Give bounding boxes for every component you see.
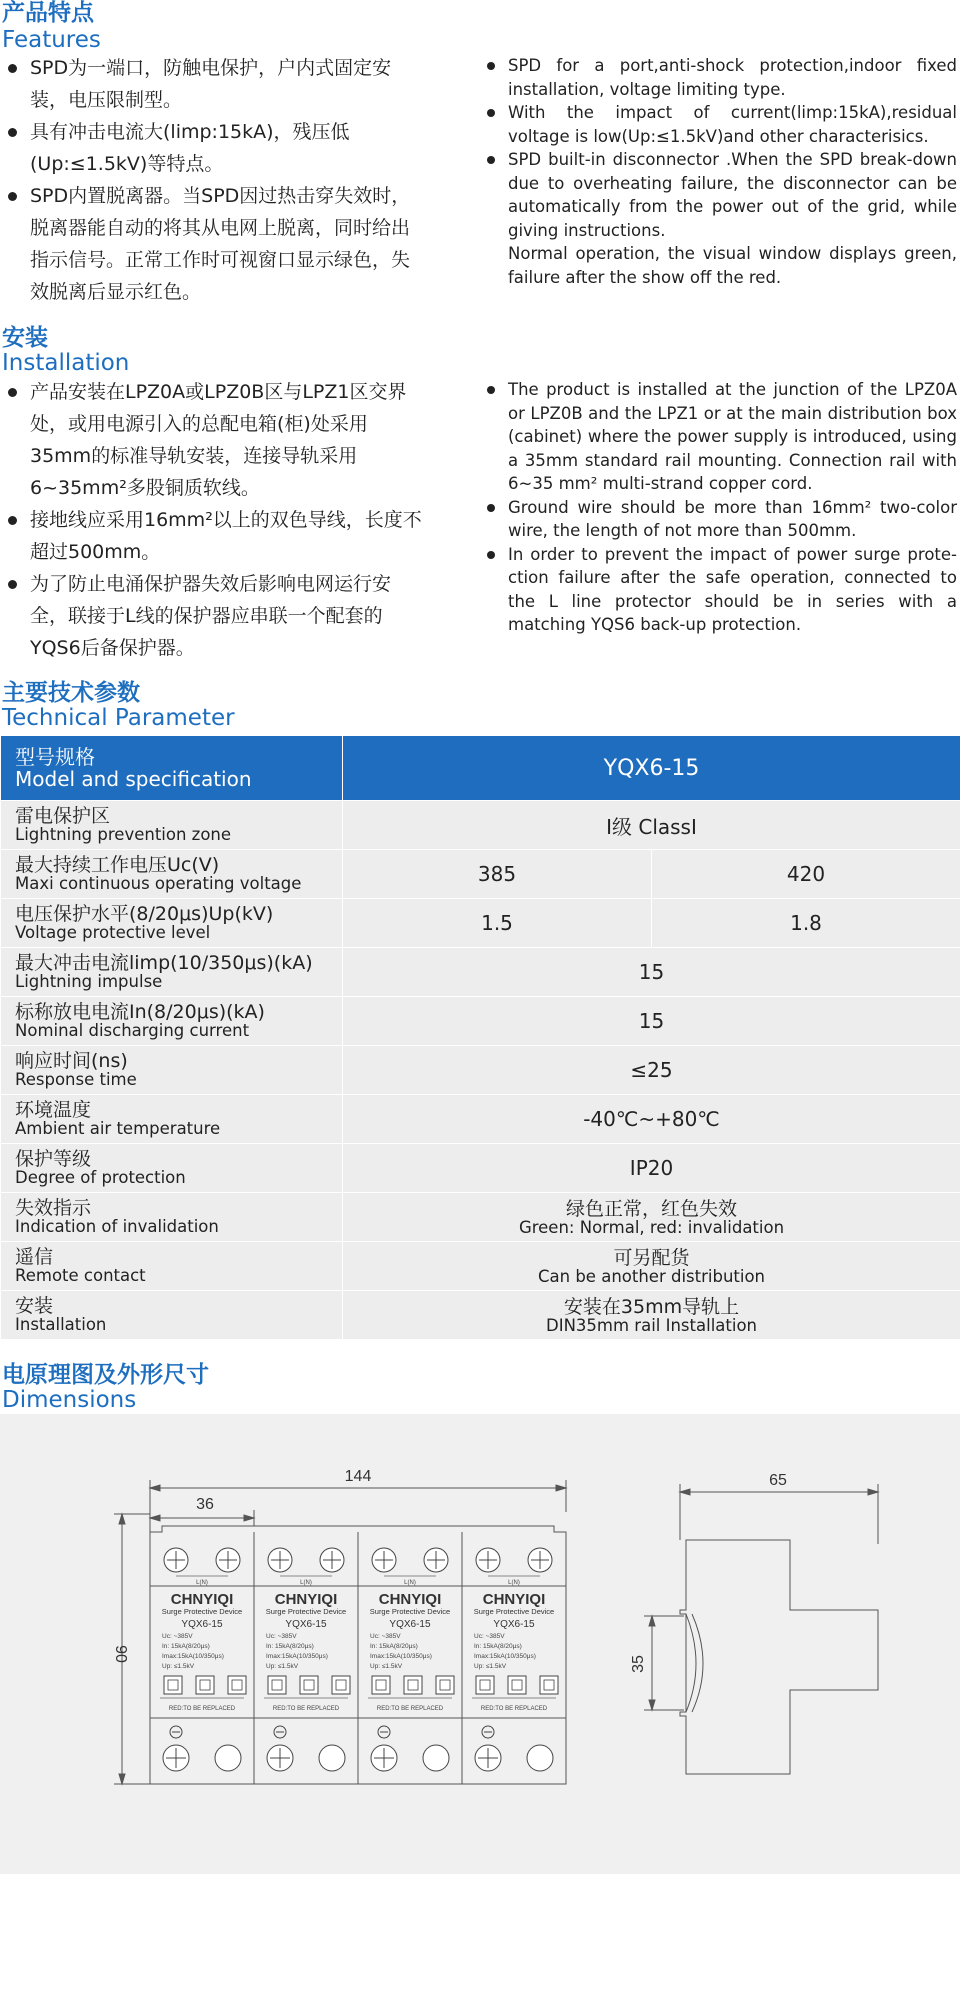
- remote-contact-port: [215, 1745, 241, 1771]
- indicator-window: [476, 1676, 494, 1694]
- row-label-en: Installation: [15, 1315, 107, 1334]
- row-value: -40℃~+80℃: [343, 1095, 960, 1144]
- row-label-cn: 响应时间(ns): [15, 1050, 128, 1072]
- dim-total-width-label: 144: [344, 1468, 372, 1485]
- terminal-label: L(N): [404, 1580, 416, 1586]
- module-spec-line: In: 15kA(8/20μs): [266, 1643, 314, 1650]
- module-subtitle: Surge Protective Device: [473, 1607, 555, 1616]
- row-value-cn: 可另配货: [613, 1246, 690, 1269]
- dim-depth-label: 65: [769, 1472, 787, 1489]
- row-label-cn: 最大冲击电流limp(10/350μs)(kA): [15, 952, 313, 974]
- module-spec-line: Imax:15kA(10/350μs): [162, 1653, 224, 1660]
- row-label-en: Lightning prevention zone: [15, 825, 232, 844]
- row-label-cn: 标称放电电流In(8/20μs)(kA): [15, 1001, 265, 1023]
- row-label-cn: 雷电保护区: [15, 805, 111, 827]
- row-value: 420: [652, 850, 960, 899]
- row-value-en: Can be another distribution: [538, 1266, 766, 1286]
- table-row: [1, 1144, 960, 1193]
- list-item: 接地线应采用16mm²以上的双色导线，长度不超过500mm。: [8, 504, 428, 568]
- indicator-window: [372, 1676, 390, 1694]
- parameters-title-en: Technical Parameter: [2, 705, 235, 731]
- row-value: 385: [343, 850, 652, 899]
- table-row: [1, 1291, 960, 1340]
- row-value: ≤25: [343, 1046, 960, 1095]
- features-title-cn: 产品特点: [2, 0, 94, 26]
- remote-contact-port: [527, 1745, 553, 1771]
- row-label-cn: 最大持续工作电压Uc(V): [15, 854, 220, 876]
- module-warning: RED:TO BE REPLACED: [480, 1706, 548, 1712]
- row-label-en: Ambient air temperature: [15, 1119, 221, 1138]
- indicator-window: [164, 1676, 182, 1694]
- module-brand: CHNYIQI: [482, 1591, 546, 1608]
- indicator-window: [436, 1676, 454, 1694]
- table-header-row: [1, 736, 960, 801]
- table-row: [1, 1046, 960, 1095]
- table-row: [1, 948, 960, 997]
- row-label-cn: 保护等级: [15, 1148, 92, 1170]
- installation-title-en: Installation: [2, 350, 130, 376]
- indicator-window: [300, 1676, 318, 1694]
- installation-list-cn: [8, 376, 428, 664]
- module-spec-line: Imax:15kA(10/350μs): [370, 1653, 432, 1660]
- list-item: 产品安装在LPZ0A或LPZ0B区与LPZ1区交界处，或用电源引入的总配电箱(柜)处采用35mm的标准导轨安装，连接导轨采用6~35mm²多股铜质软线。: [8, 376, 428, 504]
- row-label-en: Nominal discharging current: [15, 1021, 250, 1040]
- row-label-cn: 安装: [15, 1295, 54, 1317]
- row-value: 1.8: [652, 899, 960, 948]
- list-item: 为了防止电涌保护器失效后影响电网运行安全，联接于L线的保护器应串联一个配套的YQS6后备保护器。: [8, 568, 428, 664]
- remote-contact-port: [319, 1745, 345, 1771]
- dim-rail-label: 35: [630, 1655, 647, 1673]
- row-value: Ⅰ级 ClassⅠ: [343, 801, 960, 850]
- list-item: In order to prevent the impact of power surge prote-ction failure after the safe operation, connected to the L line protector should be in series with a matching YQS6 back-up protection.: [485, 543, 957, 637]
- row-label-en: Lightning impulse: [15, 972, 163, 991]
- module-spec-line: In: 15kA(8/20μs): [474, 1643, 522, 1650]
- table-row: [1, 850, 960, 899]
- row-value: 15: [343, 997, 960, 1046]
- module-spec-line: In: 15kA(8/20μs): [370, 1643, 418, 1650]
- row-label-en: Response time: [15, 1070, 137, 1089]
- module-spec-line: In: 15kA(8/20μs): [162, 1643, 210, 1650]
- row-value-en: Green: Normal, red: invalidation: [518, 1217, 785, 1237]
- header-model: YQX6-15: [343, 736, 960, 801]
- list-item: Normal operation, the visual window displays green, failure after the show off the red.: [508, 244, 957, 287]
- indicator-window: [196, 1676, 214, 1694]
- table-row: [1, 1095, 960, 1144]
- dim-module-width-label: 36: [196, 1496, 214, 1513]
- indicator-window: [332, 1676, 350, 1694]
- installation-list-en: [485, 378, 957, 637]
- module-spec-line: Uc: ~385V: [474, 1633, 505, 1640]
- row-value-en: DIN35mm rail Installation: [546, 1315, 757, 1335]
- header-label-en: Model and specification: [15, 767, 252, 791]
- spec-table: [0, 735, 960, 1340]
- dimension-drawing: [0, 1414, 960, 1874]
- module-brand: CHNYIQI: [378, 1591, 442, 1608]
- features-list-cn: [8, 52, 428, 308]
- table-row: [1, 1193, 960, 1242]
- terminal-label: L(N): [508, 1580, 520, 1586]
- module-spec-line: Up: ≤1.5kV: [162, 1663, 195, 1670]
- table-row: [1, 1242, 960, 1291]
- module-spec-line: Up: ≤1.5kV: [474, 1663, 507, 1670]
- dim-height-label: 90: [112, 1645, 129, 1663]
- list-item: Ground wire should be more than 16mm² two-color wire, the length of not more than 500mm.: [485, 496, 957, 543]
- module-model: YQX6-15: [285, 1619, 327, 1630]
- indicator-window: [268, 1676, 286, 1694]
- dimensions-panel: [0, 1414, 960, 1874]
- row-value: 15: [343, 948, 960, 997]
- row-label-cn: 失效指示: [15, 1197, 92, 1219]
- header-label-cn: 型号规格: [15, 745, 95, 769]
- row-value-cn: 安装在35mm导轨上: [563, 1295, 740, 1318]
- indicator-window: [540, 1676, 558, 1694]
- module-model: YQX6-15: [389, 1619, 431, 1630]
- list-item: With the impact of current(limp:15kA),residual voltage is low(Up:≤1.5kV)and other characterisics.: [485, 101, 957, 148]
- row-label-en: Remote contact: [15, 1266, 146, 1285]
- module-spec-line: Uc: ~385V: [162, 1633, 193, 1640]
- indicator-window: [404, 1676, 422, 1694]
- module-spec-line: Imax:15kA(10/350μs): [474, 1653, 536, 1660]
- module-warning: RED:TO BE REPLACED: [376, 1706, 444, 1712]
- dimensions-title-en: Dimensions: [2, 1387, 137, 1413]
- list-item: SPD built-in disconnector .When the SPD break-down due to overheating failure, the disconnector can be automatically from the power out of the grid, while giving instructions.: [485, 148, 957, 242]
- features-list-en: [485, 54, 957, 289]
- terminal-label: L(N): [300, 1580, 312, 1586]
- module-brand: CHNYIQI: [274, 1591, 338, 1608]
- row-label-en: Indication of invalidation: [15, 1217, 219, 1236]
- installation-title-cn: 安装: [2, 325, 48, 351]
- module-spec-line: Uc: ~385V: [370, 1633, 401, 1640]
- module-subtitle: Surge Protective Device: [369, 1607, 451, 1616]
- table-row: [1, 997, 960, 1046]
- row-label-en: Voltage protective level: [15, 923, 211, 942]
- list-item: SPD为一端口，防触电保护，户内式固定安装，电压限制型。: [8, 52, 428, 116]
- indicator-window: [228, 1676, 246, 1694]
- list-item: SPD内置脱离器。当SPD因过热击穿失效时，脱离器能自动的将其从电网上脱离，同时给出指示信号。正常工作时可视窗口显示绿色，失效脱离后显示红色。: [8, 180, 428, 308]
- list-item: 具有冲击电流大(limp:15kA)，残压低(Up:≤1.5kV)等特点。: [8, 116, 428, 180]
- module-model: YQX6-15: [493, 1619, 535, 1630]
- row-label-cn: 遥信: [15, 1246, 54, 1268]
- dimensions-title-cn: 电原理图及外形尺寸: [2, 1362, 209, 1388]
- module-spec-line: Imax:15kA(10/350μs): [266, 1653, 328, 1660]
- row-label-en: Degree of protection: [15, 1168, 186, 1187]
- row-label-cn: 电压保护水平(8/20μs)Up(kV): [15, 903, 274, 925]
- table-row: [1, 899, 960, 948]
- row-label-en: Maxi continuous operating voltage: [15, 874, 302, 893]
- row-value: [343, 1242, 960, 1291]
- module-model: YQX6-15: [181, 1619, 223, 1630]
- list-item: SPD for a port,anti-shock protection,indoor fixed installation, voltage limiting type.: [485, 54, 957, 101]
- parameters-title-cn: 主要技术参数: [2, 680, 140, 706]
- row-value: [343, 1193, 960, 1242]
- header-label: [1, 736, 343, 801]
- module-spec-line: Uc: ~385V: [266, 1633, 297, 1640]
- module-spec-line: Up: ≤1.5kV: [266, 1663, 299, 1670]
- terminal-label: L(N): [196, 1580, 208, 1586]
- row-value: 1.5: [343, 899, 652, 948]
- row-label-cn: 环境温度: [15, 1099, 92, 1121]
- row-value: IP20: [343, 1144, 960, 1193]
- indicator-window: [508, 1676, 526, 1694]
- features-title-en: Features: [2, 27, 101, 53]
- list-item: The product is installed at the junction of the LPZ0A or LPZ0B and the LPZ1 or at the main distribution box (cabinet) where the power supply is introduced, using a 35mm standard rail mounting. Connection rail with 6~35 mm² multi-strand copper cord.: [485, 378, 957, 496]
- module-spec-line: Up: ≤1.5kV: [370, 1663, 403, 1670]
- table-row: [1, 801, 960, 850]
- row-value: [343, 1291, 960, 1340]
- module-brand: CHNYIQI: [170, 1591, 234, 1608]
- module-warning: RED:TO BE REPLACED: [272, 1706, 340, 1712]
- module-subtitle: Surge Protective Device: [161, 1607, 243, 1616]
- module-subtitle: Surge Protective Device: [265, 1607, 347, 1616]
- remote-contact-port: [423, 1745, 449, 1771]
- row-value-cn: 绿色正常，红色失效: [566, 1197, 738, 1220]
- module-warning: RED:TO BE REPLACED: [168, 1706, 236, 1712]
